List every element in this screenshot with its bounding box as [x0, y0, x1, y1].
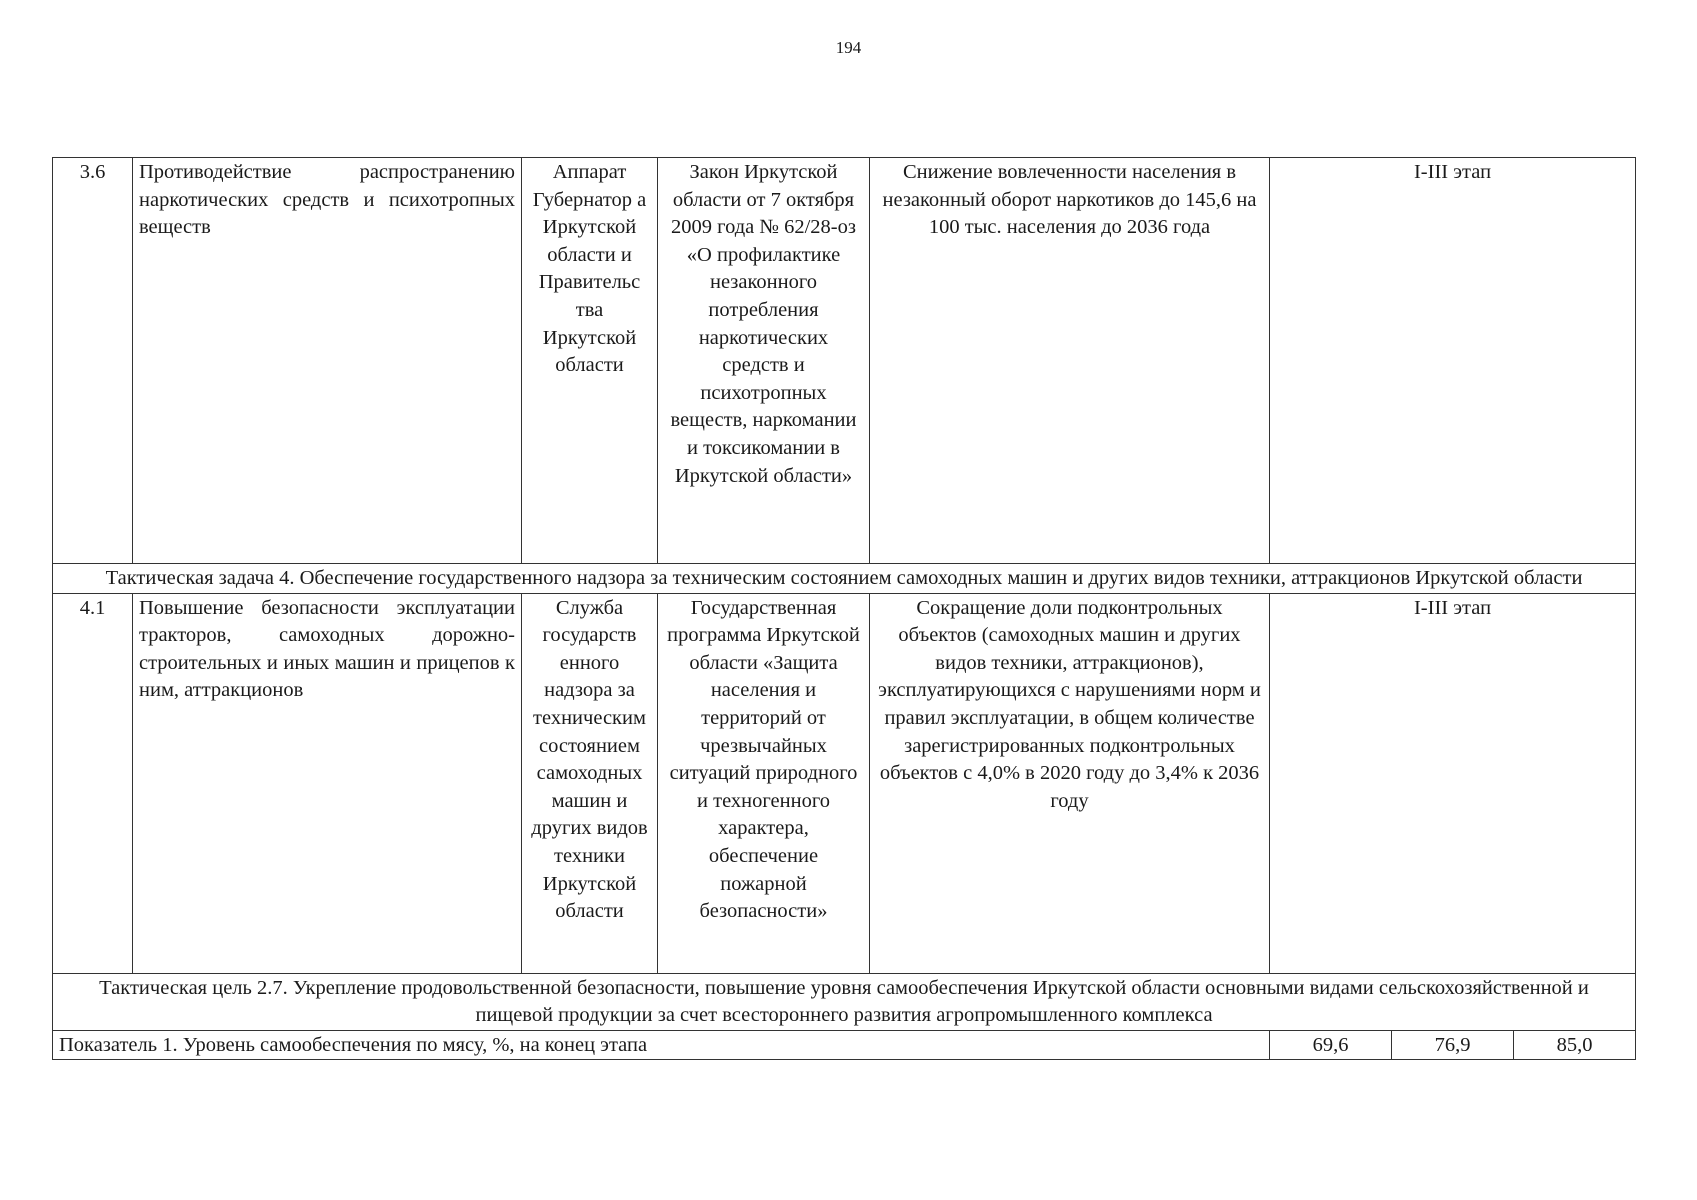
legal-basis-cell: Государственная программа Иркутской области «Защита населения и территорий от чрезвычайных ситуаций природного и техногенного характера, обеспечение пожарной безопасности»: [658, 593, 870, 973]
measure-title: Противодействие распространению наркотических средств и психотропных веществ: [133, 158, 522, 564]
measures-table: [52, 157, 1636, 1060]
executor-cell: Служба государств енного надзора за техническим состоянием самоходных машин и других видов техники Иркутской области: [522, 593, 658, 973]
measure-title: Повышение безопасности эксплуатации тракторов, самоходных дорожно-строительных и иных машин и прицепов к ним, аттракционов: [133, 593, 522, 973]
indicator-value-stage-1: 69,6: [1270, 1030, 1392, 1060]
table-row: [53, 593, 1636, 973]
table-row: [53, 158, 1636, 564]
section-row: [53, 973, 1636, 1030]
stage-cell: I-III этап: [1270, 158, 1636, 564]
stage-cell: I-III этап: [1270, 593, 1636, 973]
expected-result-cell: Снижение вовлеченности населения в незаконный оборот наркотиков до 145,6 на 100 тыс. населения до 2036 года: [870, 158, 1270, 564]
indicator-value-stage-2: 76,9: [1392, 1030, 1514, 1060]
expected-result-cell: Сокращение доли подконтрольных объектов (самоходных машин и других видов техники, аттракционов), эксплуатирующихся с нарушениями норм и правил эксплуатации, в общем количестве зарегистрированных подконтрольных объектов с 4,0% в 2020 году до 3,4% к 2036 году: [870, 593, 1270, 973]
page-number: 194: [835, 38, 862, 57]
indicator-label: Показатель 1. Уровень самообеспечения по мясу, %, на конец этапа: [53, 1030, 1270, 1060]
section-row: [53, 564, 1636, 594]
indicator-value-stage-3: 85,0: [1514, 1030, 1636, 1060]
legal-basis-cell: Закон Иркутской области от 7 октября 2009 года № 62/28-оз «О профилактике незаконного потребления наркотических средств и психотропных веществ, наркомании и токсикомании в Иркутской области»: [658, 158, 870, 564]
tactical-goal-heading: Тактическая цель 2.7. Укрепление продовольственной безопасности, повышение уровня самообеспечения Иркутской области основными видами сельскохозяйственной и пищевой продукции за счет всестороннего развития агропромышленного комплекса: [53, 973, 1636, 1030]
row-number: 3.6: [53, 158, 133, 564]
indicator-row: [53, 1030, 1636, 1060]
row-number: 4.1: [53, 593, 133, 973]
tactical-task-heading: Тактическая задача 4. Обеспечение государственного надзора за техническим состоянием самоходных машин и других видов техники, аттракционов Иркутской области: [53, 564, 1636, 594]
executor-cell: Аппарат Губернатор а Иркутской области и Правительс тва Иркутской области: [522, 158, 658, 564]
